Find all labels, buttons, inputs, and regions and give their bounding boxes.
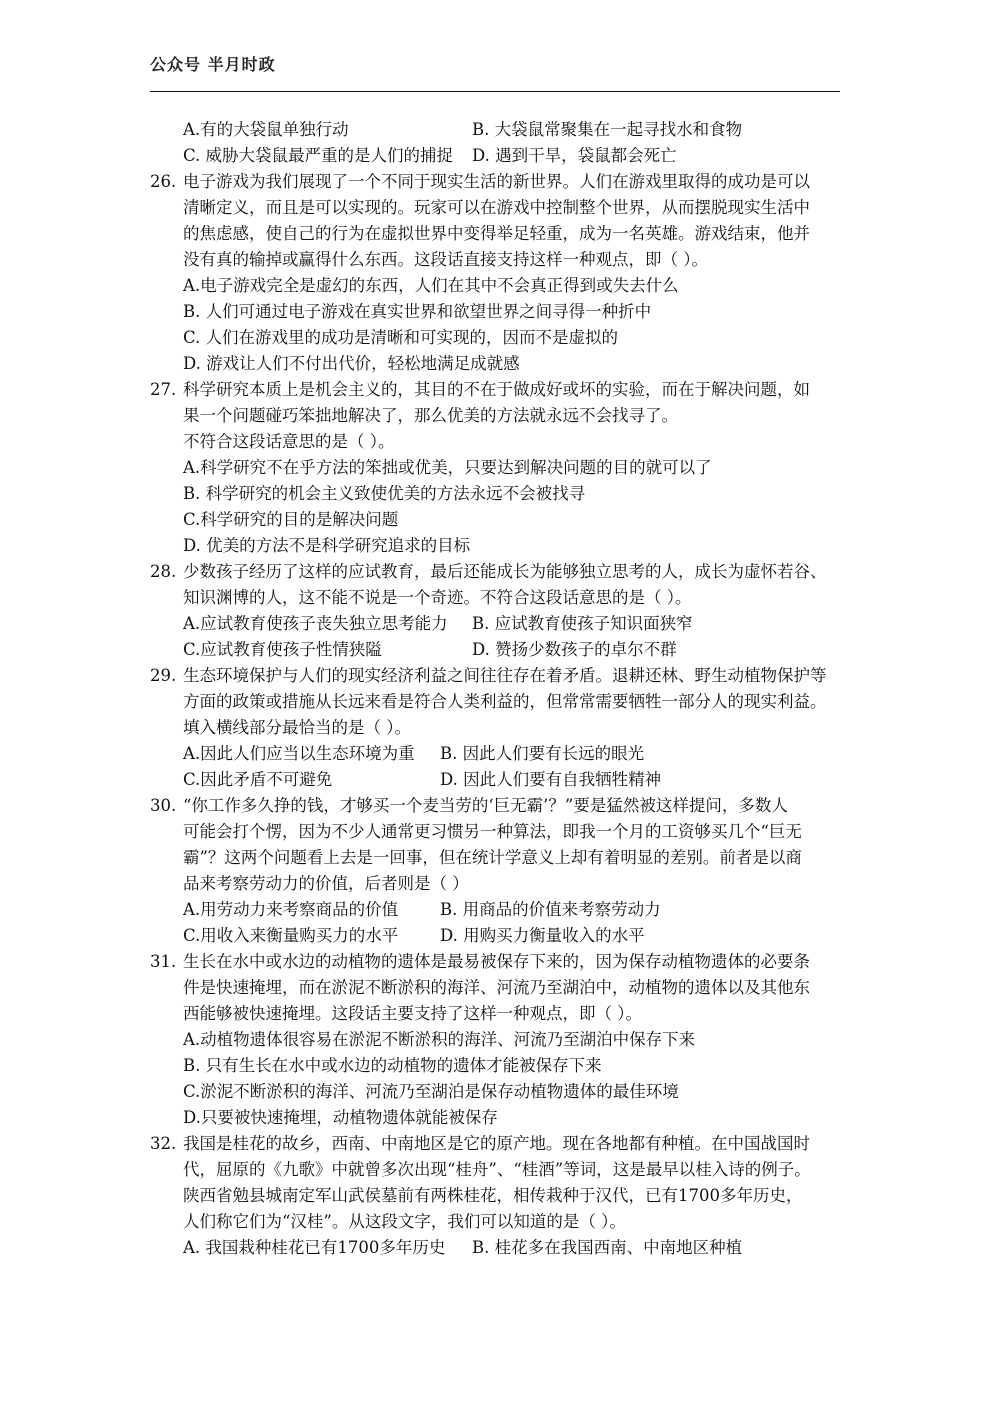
- q30-stem-line-2: 可能会打个愣，因为不少人通常更习惯另一种算法，即我一个月的工资够买几个“巨无: [183, 822, 802, 841]
- q26-option-d: D. 游戏让人们不付出代价，轻松地满足成就感: [183, 354, 520, 373]
- q27-option-b: B. 科学研究的机会主义致使优美的方法永远不会被找寻: [183, 484, 586, 503]
- q29-stem-line-1: [150, 663, 850, 689]
- q31-stem-line-3: 西能够被快速掩埋。这段话主要支持了这样一种观点，即（ ）。: [183, 1004, 642, 1023]
- q31-option-b: B. 只有生长在水中或水边的动植物的遗体才能被保存下来: [183, 1056, 602, 1075]
- q25-option-d: D. 遇到干旱，袋鼠都会死亡: [472, 146, 677, 165]
- q27-stem-line-2: 果一个问题碰巧笨拙地解决了，那么优美的方法就永远不会找寻了。: [183, 406, 678, 425]
- q29-option-d: D. 因此人们要有自我牺牲精神: [440, 770, 662, 789]
- q30-stem-line-4: 品来考察劳动力的价值，后者则是（ ）: [183, 874, 469, 893]
- q31-option-c: C.淤泥不断淤积的海洋、河流乃至湖泊是保存动植物遗体的最佳环境: [183, 1082, 679, 1101]
- q25-option-b: B. 大袋鼠常聚集在一起寻找水和食物: [472, 120, 743, 139]
- header-title: 公众号 半月时政: [150, 55, 276, 74]
- q28-option-d: D. 赞扬少数孩子的卓尔不群: [472, 640, 677, 659]
- q31-option-a: A.动植物遗体很容易在淤泥不断淤积的海洋、河流乃至湖泊中保存下来: [183, 1030, 696, 1049]
- q30-stem-line-1: [150, 793, 850, 819]
- q32-stem-line-2: 代，屈原的《九歌》中就曾多次出现“桂舟”、“桂酒”等词，这是最早以桂入诗的例子。: [183, 1160, 811, 1179]
- q32-text-1: 我国是桂花的故乡，西南、中南地区是它的原产地。现在各地都有种植。在中国战国时: [183, 1134, 810, 1153]
- q26-stem-line-4: 没有真的输掉或赢得什么东西。这段话直接支持这样一种观点，即（ ）。: [183, 250, 708, 269]
- q28-number: 28.: [150, 562, 177, 581]
- q26-text-1: 电子游戏为我们展现了一个不同于现实生活的新世界。人们在游戏里取得的成功是可以: [183, 172, 810, 191]
- page-content: [150, 117, 850, 1261]
- q32-stem-line-3: 陕西省勉县城南定军山武侯墓前有两株桂花，相传栽种于汉代，已有1700多年历史，: [183, 1186, 803, 1205]
- q26-option-b: B. 人们可通过电子游戏在真实世界和欲望世界之间寻得一种折中: [183, 302, 652, 321]
- q32-stem-line-4: 人们称它们为“汉桂”。从这段文字，我们可以知道的是（ ）。: [183, 1212, 626, 1231]
- q28-options-row-1: [150, 611, 850, 637]
- q28-option-a: A.应试教育使孩子丧失独立思考能力: [183, 614, 448, 633]
- q31-text-1: 生长在水中或水边的动植物的遗体是最易被保存下来的，因为保存动植物遗体的必要条: [183, 952, 810, 971]
- q30-number: 30.: [150, 796, 177, 815]
- q31-stem-line-1: [150, 949, 850, 975]
- q29-options-row-2: [150, 767, 850, 793]
- q28-option-b: B. 应试教育使孩子知识面狭窄: [472, 614, 693, 633]
- q25-option-c: C. 威胁大袋鼠最严重的是人们的捕捉: [183, 146, 454, 165]
- q26-stem-line-3: 的焦虑感，使自己的行为在虚拟世界中变得举足轻重，成为一名英雄。游戏结束，他并: [183, 224, 810, 243]
- q27-text-1: 科学研究本质上是机会主义的，其目的不在于做成好或坏的实验，而在于解决问题，如: [183, 380, 810, 399]
- q29-stem-line-3: 填入横线部分最恰当的是（ ）。: [183, 718, 411, 737]
- q26-number: 26.: [150, 172, 177, 191]
- q27-option-d: D. 优美的方法不是科学研究追求的目标: [183, 536, 471, 555]
- q31-number: 31.: [150, 952, 177, 971]
- q27-stem-line-3: 不符合这段话意思的是（ ）。: [183, 432, 395, 451]
- q29-text-1: 生态环境保护与人们的现实经济利益之间往往存在着矛盾。退耕还林、野生动植物保护等: [183, 666, 827, 685]
- q27-number: 27.: [150, 380, 177, 399]
- q31-option-d: D.只要被快速掩埋，动植物遗体就能被保存: [183, 1108, 498, 1127]
- q32-number: 32.: [150, 1134, 177, 1153]
- q29-stem-line-2: 方面的政策或措施从长远来看是符合人类利益的，但常常需要牺牲一部分人的现实利益。: [183, 692, 827, 711]
- q28-options-row-2: [150, 637, 850, 663]
- q29-option-c: C.因此矛盾不可避免: [183, 770, 333, 789]
- q28-stem-line-1: [150, 559, 850, 585]
- q28-option-c: C.应试教育使孩子性情狭隘: [183, 640, 382, 659]
- q30-option-d: D. 用购买力衡量收入的水平: [440, 926, 645, 945]
- q27-option-a: A.科学研究不在乎方法的笨拙或优美，只要达到解决问题的目的就可以了: [183, 458, 712, 477]
- q30-option-c: C.用收入来衡量购买力的水平: [183, 926, 399, 945]
- q29-option-a: A.因此人们应当以生态环境为重: [183, 744, 415, 763]
- q30-option-b: B. 用商品的价值来考察劳动力: [440, 900, 661, 919]
- q32-option-b: B. 桂花多在我国西南、中南地区种植: [472, 1238, 743, 1257]
- q28-text-1: 少数孩子经历了这样的应试教育，最后还能成长为能够独立思考的人，成长为虚怀若谷、: [183, 562, 827, 581]
- q29-options-row-1: [150, 741, 850, 767]
- q26-stem-line-2: 清晰定义，而且是可以实现的。玩家可以在游戏中控制整个世界，从而摆脱现实生活中: [183, 198, 810, 217]
- q29-number: 29.: [150, 666, 177, 685]
- q29-option-b: B. 因此人们要有长远的眼光: [440, 744, 645, 763]
- q25-options-row-1: [150, 117, 850, 143]
- header-divider: [150, 91, 840, 92]
- q30-option-a: A.用劳动力来考察商品的价值: [183, 900, 399, 919]
- q30-options-row-2: [150, 923, 850, 949]
- q31-stem-line-2: 件是快速掩埋，而在淤泥不断淤积的海洋、河流乃至湖泊中，动植物的遗体以及其他东: [183, 978, 810, 997]
- q25-options-row-2: [150, 143, 850, 169]
- q28-stem-line-2: 知识渊博的人，这不能不说是一个奇迹。不符合这段话意思的是（ ）。: [183, 588, 692, 607]
- q32-options-row-1: [150, 1235, 850, 1261]
- q30-text-1: “你工作多久挣的钱，才够买一个麦当劳的‘巨无霸’？”要是猛然被这样提问，多数人: [183, 796, 788, 815]
- q26-stem-line-1: [150, 169, 850, 195]
- q30-stem-line-3: 霸”？这两个问题看上去是一回事，但在统计学意义上却有着明显的差别。前者是以商: [183, 848, 802, 867]
- q27-stem-line-1: [150, 377, 850, 403]
- q26-option-a: A.电子游戏完全是虚幻的东西，人们在其中不会真正得到或失去什么: [183, 276, 679, 295]
- q32-stem-line-1: [150, 1131, 850, 1157]
- q30-options-row-1: [150, 897, 850, 923]
- q26-option-c: C. 人们在游戏里的成功是清晰和可实现的，因而不是虚拟的: [183, 328, 619, 347]
- q25-option-a: A.有的大袋鼠单独行动: [183, 120, 349, 139]
- q27-option-c: C.科学研究的目的是解决问题: [183, 510, 399, 529]
- q32-option-a: A. 我国栽种桂花已有1700多年历史: [183, 1238, 446, 1257]
